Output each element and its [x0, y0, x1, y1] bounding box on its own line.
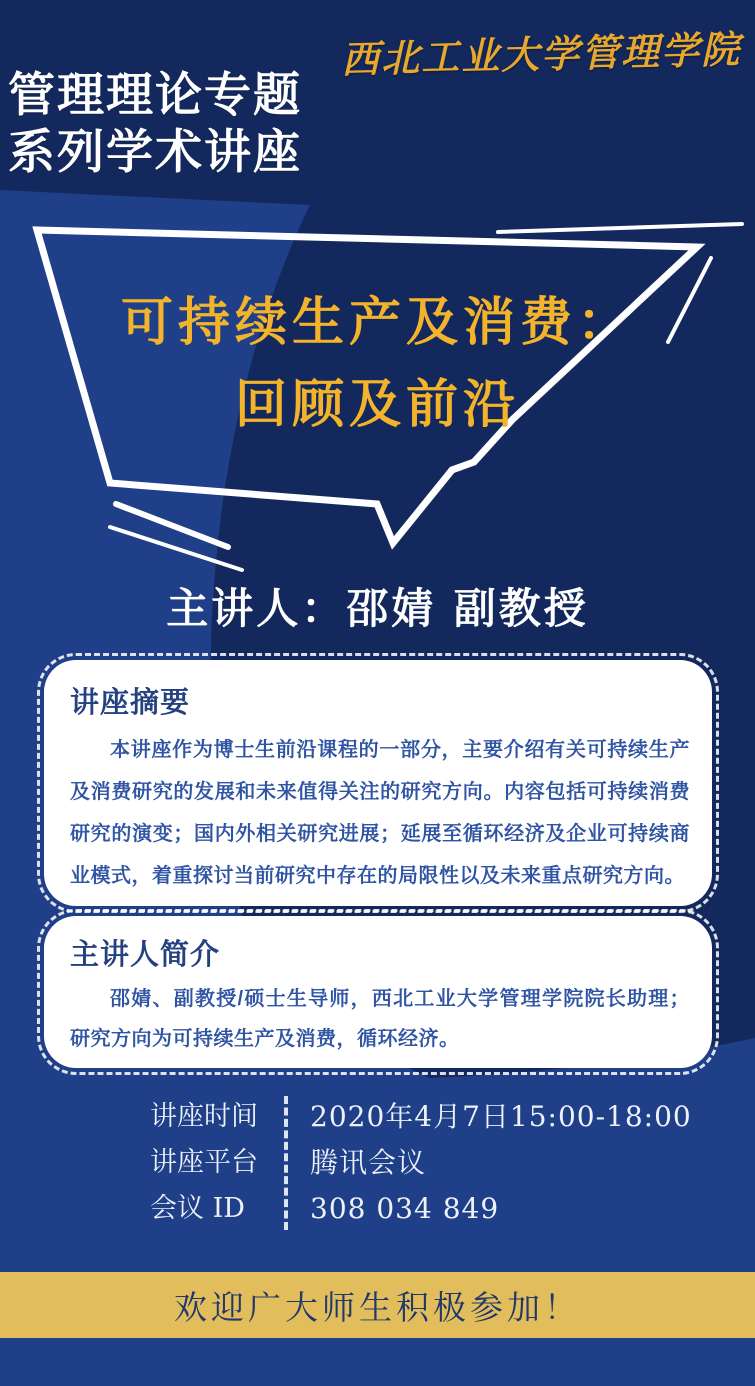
detail-value-platform: 腾讯会议 — [310, 1146, 427, 1179]
bubble-top-accent-line — [498, 224, 742, 232]
abstract-card — [44, 660, 712, 906]
abstract-heading: 讲座摘要 — [70, 687, 191, 719]
speaker-line: 主讲人：邵婧 副教授 — [166, 584, 589, 633]
detail-value-time: 2020年4月7日15:00-18:00 — [310, 1100, 692, 1133]
welcome-banner — [0, 1272, 755, 1338]
details-labels — [150, 1094, 258, 1232]
detail-label-time: 讲座时间 — [150, 1101, 258, 1132]
series-title — [8, 66, 302, 180]
bio-body: 邵婧、副教授/硕士生导师，西北工业大学管理学院院长助理；研究方向为可持续生产及消费，循环经济。 — [70, 988, 690, 1050]
abstract-body: 本讲座作为博士生前沿课程的一部分，主要介绍有关可持续生产及消费研究的发展和未来值得关注的研究方向。内容包括可持续消费研究的演变；国内外相关研究进展；延展至循环经济及企业可持续商业模式，着重探讨当前研究中存在的局限性以及未来重点研究方向。 — [70, 739, 690, 887]
school-signature: 西北工业大学管理学院 — [340, 26, 742, 82]
bio-heading: 主讲人简介 — [70, 939, 221, 971]
details-values — [310, 1094, 692, 1232]
welcome-banner-text: 欢迎广大师生积极参加！ — [174, 1288, 581, 1326]
detail-label-meeting-id: 会议 ID — [150, 1193, 245, 1224]
detail-value-meeting-id: 308 034 849 — [310, 1192, 500, 1225]
bio-card — [44, 916, 712, 1068]
lecture-title-line1: 可持续生产及消费： — [120, 294, 634, 352]
details-dashed-divider — [284, 1096, 288, 1230]
series-title-line2: 系列学术讲座 — [8, 125, 302, 178]
series-title-line1: 管理理论专题 — [8, 68, 302, 121]
detail-label-platform: 讲座平台 — [150, 1147, 258, 1178]
lecture-title-line2: 回顾及前沿 — [234, 376, 520, 434]
meeting-details — [150, 1094, 692, 1232]
